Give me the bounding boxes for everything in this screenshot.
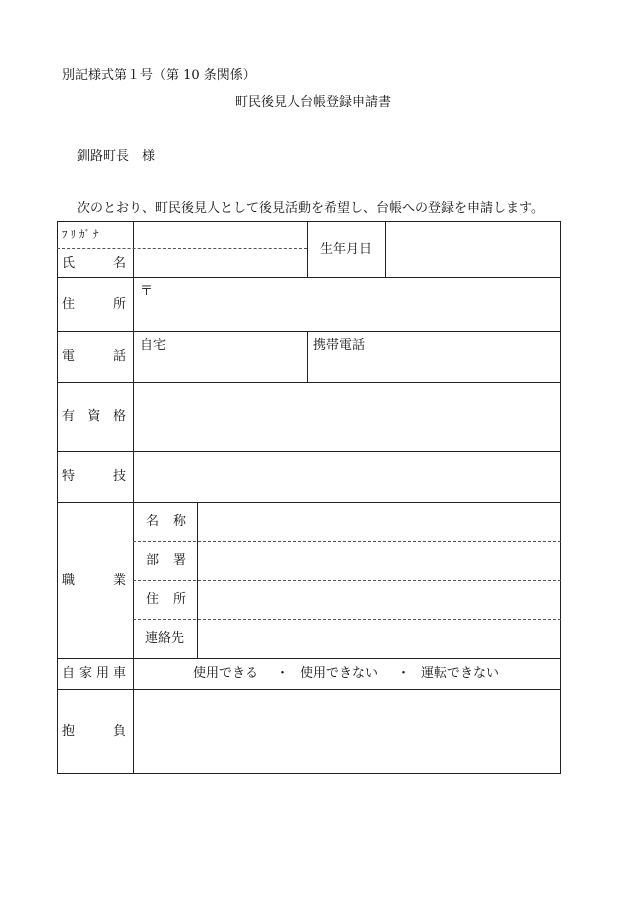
- name-field[interactable]: [134, 249, 306, 276]
- application-statement: 次のとおり、町民後見人として後見活動を希望し、台帳への登録を申請します。: [77, 201, 544, 216]
- company-name-label: 名 称: [146, 514, 186, 529]
- qualification-label: 有 資 格: [62, 409, 126, 424]
- contact-field[interactable]: [198, 620, 560, 658]
- form-number: 別記様式第１号（第 10 条関係）: [62, 68, 256, 83]
- postal-mark: 〒: [140, 284, 154, 299]
- occupation-label: 職 業: [62, 573, 126, 588]
- skill-field[interactable]: [134, 452, 560, 502]
- address-field[interactable]: [155, 278, 560, 331]
- car-option-cannot-use[interactable]: 使用できない: [300, 666, 379, 681]
- department-field[interactable]: [198, 542, 560, 580]
- car-option-cannot-drive[interactable]: 運転できない: [421, 666, 500, 681]
- name-label: 氏 名: [62, 256, 126, 271]
- birthdate-label: 生年月日: [320, 242, 373, 257]
- home-phone-label: 自宅: [140, 338, 167, 353]
- birthdate-field[interactable]: [386, 222, 560, 277]
- workplace-address-label: 住 所: [146, 592, 186, 607]
- home-phone-field[interactable]: [134, 355, 306, 381]
- furigana-label: ﾌﾘｶﾞﾅ: [62, 228, 102, 241]
- car-option-separator: ・: [276, 666, 290, 681]
- page-title: 町民後見人台帳登録申請書: [235, 95, 392, 110]
- skill-label: 特 技: [62, 469, 126, 484]
- car-option-separator: ・: [397, 666, 411, 681]
- qualification-field[interactable]: [134, 383, 560, 451]
- mobile-phone-field[interactable]: [308, 355, 560, 381]
- aspiration-field[interactable]: [134, 690, 560, 773]
- car-label: 自 家 用 車: [62, 666, 126, 681]
- address-label: 住 所: [62, 297, 126, 312]
- workplace-address-field[interactable]: [198, 581, 560, 619]
- aspiration-label: 抱 負: [62, 724, 126, 739]
- addressee: 釧路町長 様: [77, 149, 156, 164]
- phone-label: 電 話: [62, 349, 126, 364]
- contact-label: 連絡先: [145, 631, 185, 646]
- furigana-field[interactable]: [134, 222, 306, 248]
- mobile-phone-label: 携帯電話: [313, 338, 366, 353]
- department-label: 部 署: [146, 553, 186, 568]
- company-name-field[interactable]: [198, 503, 560, 541]
- car-option-can-use[interactable]: 使用できる: [193, 666, 259, 681]
